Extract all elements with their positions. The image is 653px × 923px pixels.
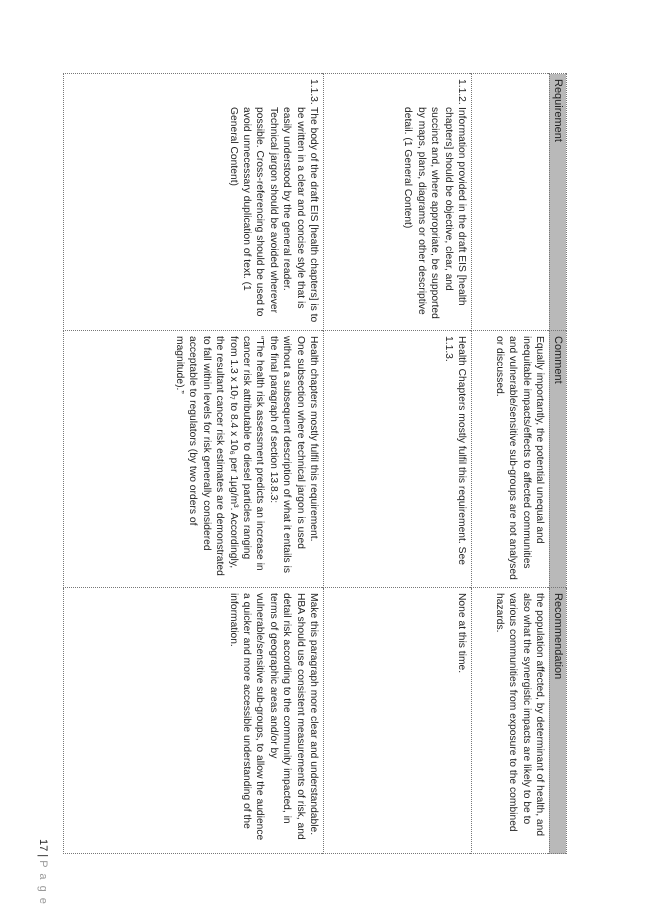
header-requirement: Requirement [550,74,567,331]
table-row [324,74,472,854]
requirement-number: 1.1.3. [308,79,319,105]
recommendation-cell [472,588,550,854]
comment-cell [472,331,550,588]
requirement-cell [324,74,472,331]
recommendation-text: None at this time. [456,593,467,674]
comment-cell [64,331,324,588]
requirements-table [63,73,567,854]
requirement-number: 1.1.2. [456,79,467,105]
comment-text: Equally importantly, the potential unequal and inequitable impacts/effects to affected communities and vulnerable/sensitive sub-groups are not analysed or discussed. [493,336,545,580]
recommendation-paragraph: Make this paragraph more clear and understandable. [308,593,319,836]
page-number-footer [37,839,49,905]
table-header-row [550,74,567,854]
requirement-cell [472,74,550,331]
recommendation-text: the population affected, by determinant of health, and also what the synergistic impacts are likely to be to various communities from exposure to the combined hazards. [493,593,545,837]
recommendation-cell [324,588,472,854]
header-recommendation: Recommendation [550,588,567,854]
page-number: 17 [37,839,49,852]
table-row [64,74,324,854]
comment-cell [324,331,472,588]
header-comment: Comment [550,331,567,588]
page-separator: | [37,851,49,861]
recommendation-cell [64,588,324,854]
table-row [472,74,550,854]
quote-paragraph: “The health risk assessment predicts an increase in cancer risk attributable to diesel particles ranging from 1.3 x 10₇ to 8.4 x 10₆ per 1μg/m³. Accordingly, the resultant cancer risk estimates are demonstrated to fall within levels for risk generally considered acceptable to regulators (by two orders of magnitude).” [173,336,266,576]
comment-text: Health Chapters mostly fulfil this requirement. See 1.1.3. [442,336,467,565]
comment-paragraph: Health chapters mostly fulfil this requirement. [308,336,319,542]
page-label: P a g e [37,860,49,906]
requirement-text: The body of the draft EIS [health chapters] is to be written in a clear and concise style that is easily understood by the general reader. Technical jargon should be avoided wherever possible. Cross-referencing should be used to avoid unnecessary duplication of text. (1 General Content) [227,107,319,323]
requirement-cell [64,74,324,331]
recommendation-paragraph: HBA should use consistent measurements of risk, and detail risk according to the community impacted, in terms of geographic areas and/or by vulnerable/sensitive sub-groups, to allow the audience a quicker and more accessible understanding of the information. [227,593,306,841]
comment-paragraph: One subsection where technical jargon is used without a subsequent description of what it entails is the final paragraph of section 13.8.3: [267,336,306,573]
requirement-text: Information provided in the draft EIS [health chapters] should be objective, clear, and succinct and, where appropriate, be supported by maps, plans, diagrams or other descriptive detail. (1 General Content) [402,107,467,319]
